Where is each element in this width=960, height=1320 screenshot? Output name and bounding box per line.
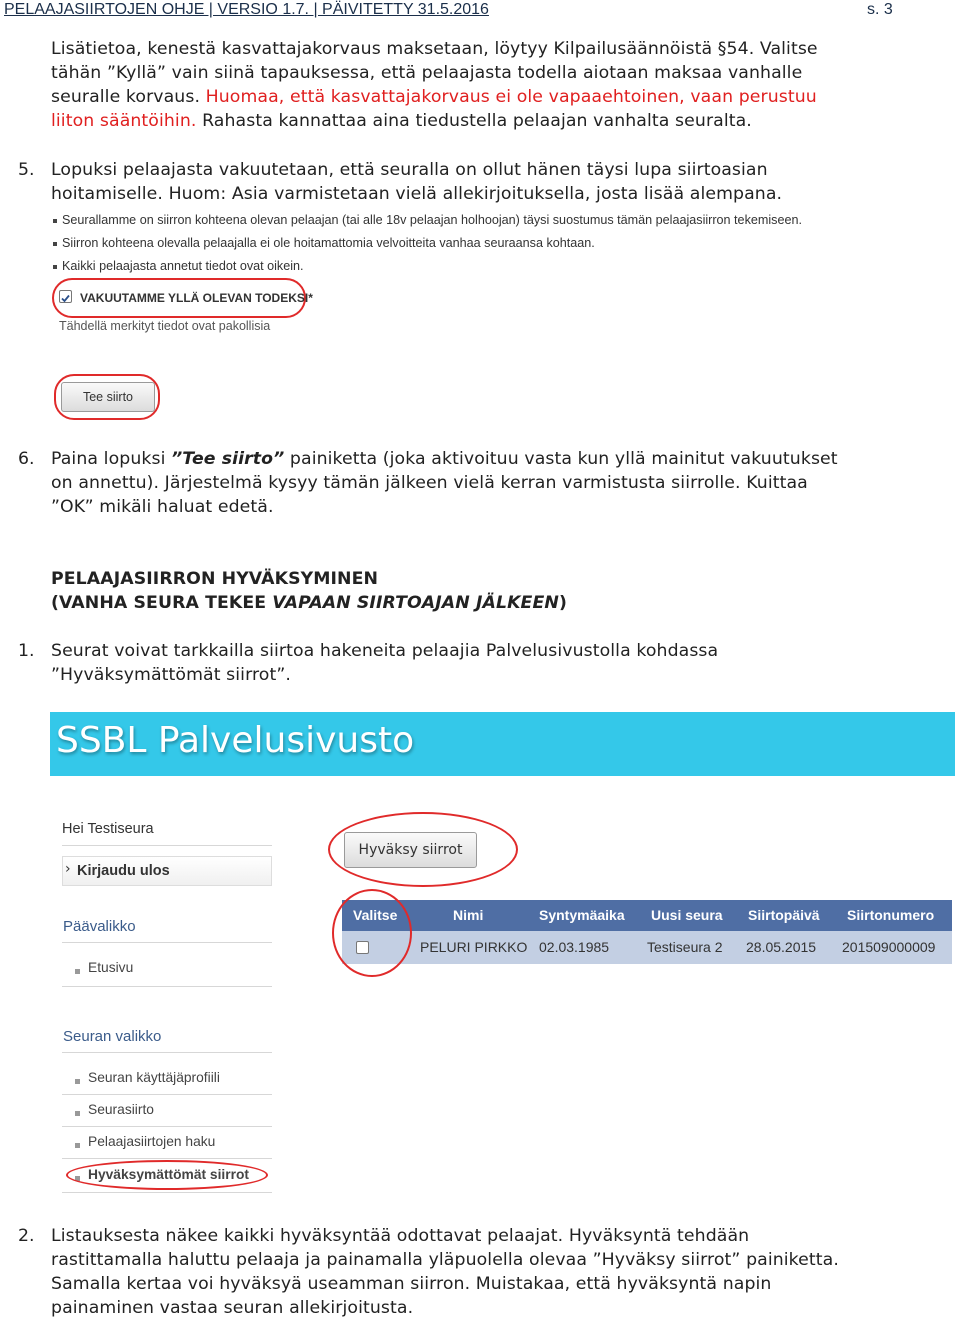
confirm-checkbox[interactable] (59, 290, 72, 303)
intro-line: tähän ”Kyllä” vain siinä tapauksessa, että pelaajasta todella aiotaan maksaa vanhalle (51, 63, 803, 83)
main-menu-title: Päävalikko (63, 918, 136, 935)
divider (62, 1192, 272, 1193)
table-cell: PELURI PIRKKO (420, 939, 528, 955)
logout-button[interactable] (62, 856, 272, 886)
table-cell: 02.03.1985 (539, 939, 610, 955)
column-header: Uusi seura (651, 907, 723, 923)
menu-item-transfer-search[interactable]: Pelaajasiirtojen haku (88, 1134, 216, 1149)
stepB1-line: Seurat voivat tarkkailla siirtoa hakeneita pelaajia Palvelusivustolla kohdassa (51, 641, 719, 661)
portal-banner (50, 712, 955, 776)
confirmation-bullet: Siirron kohteena olevalla pelaajalla ei ole hoitamattomia velvoitteita vanhaa seuraansa kohtaan. (62, 236, 595, 250)
greeting: Hei Testiseura (62, 821, 154, 837)
confirm-label: VAKUUTAMME YLLÄ OLEVAN TODEKSI* (80, 291, 313, 305)
table-cell: 28.05.2015 (746, 939, 817, 955)
column-header: Nimi (453, 907, 484, 923)
intro-text: Rahasta kannattaa aina tiedustella pelaajan vanhalta seuralta. (196, 111, 752, 131)
step6-text: painiketta (joka aktivoituu vasta kun yllä mainitut vakuutukset (284, 449, 838, 469)
highlight-oval (332, 889, 412, 977)
bullet-icon (75, 1111, 80, 1116)
menu-item-etusivu[interactable]: Etusivu (88, 960, 134, 975)
required-note: Tähdellä merkityt tiedot ovat pakollisia (59, 319, 271, 333)
stepB1-line: ”Hyväksymättömät siirrot”. (51, 665, 291, 685)
menu-item-club-transfer[interactable]: Seurasiirto (88, 1102, 154, 1117)
stepB2-paragraph (51, 1224, 931, 1320)
step6-paragraph (51, 447, 931, 519)
logout-label: Kirjaudu ulos (77, 863, 170, 879)
step6-line: ”OK” mikäli haluat edetä. (51, 497, 274, 517)
club-menu-title: Seuran valikko (63, 1028, 162, 1045)
intro-line (51, 109, 931, 133)
intro-warning: Huomaa, että kasvattajakorvaus ei ole vapaaehtoinen, vaan perustuu (205, 87, 817, 107)
step5-line: Lopuksi pelaajasta vakuutetaan, että seuralla on ollut hänen täysi lupa siirtoasian (51, 160, 768, 180)
checkmark-icon (60, 293, 71, 304)
table-cell: 201509000009 (842, 939, 936, 955)
step-number: 1. (18, 641, 35, 661)
step6-line (51, 447, 931, 471)
section-heading-line: PELAAJASIIRRON HYVÄKSYMINEN (51, 569, 379, 589)
intro-line: Lisätietoa, kenestä kasvattajakorvaus maksetaan, löytyy Kilpailusäännöistä §54. Valitse (51, 39, 818, 59)
section-heading-line (51, 591, 931, 615)
step6-line: on annettu). Järjestelmä kysyy tämän jälkeen vielä kerran varmistusta siirrolle. Kuittaa (51, 473, 808, 493)
step-number: 5. (18, 160, 35, 180)
step5-paragraph (51, 158, 931, 206)
divider (62, 986, 272, 987)
intro-text: seuralle korvaus. (51, 87, 206, 107)
table-cell: Testiseura 2 (647, 939, 723, 955)
divider (62, 1158, 272, 1159)
portal-title: SSBL Palvelusivusto (56, 720, 415, 761)
column-header: Siirtonumero (847, 907, 935, 923)
document-title: PELAAJASIIRTOJEN OHJE | VERSIO 1.7. | PÄIVITETTY 31.5.2016 (4, 1, 489, 18)
step6-text: Paina lopuksi (51, 449, 172, 469)
bullet-icon (75, 1079, 80, 1084)
menu-item-user-profile[interactable]: Seuran käyttäjäprofiili (88, 1070, 220, 1085)
menu-item-unapproved-transfers[interactable]: Hyväksymättömät siirrot (88, 1167, 250, 1182)
divider (62, 845, 272, 846)
bullet-icon (75, 969, 80, 974)
intro-warning: liiton sääntöihin. (51, 111, 197, 131)
page-number: s. 3 (867, 1, 893, 18)
divider (62, 1094, 272, 1095)
approve-transfers-button[interactable]: Hyväksy siirrot (344, 832, 477, 868)
confirmation-bullet: Kaikki pelaajasta annetut tiedot ovat oikein. (62, 259, 304, 273)
step-number: 6. (18, 449, 35, 469)
step6-button-ref: ”Tee siirto” (171, 449, 285, 469)
tee-siirto-button[interactable]: Tee siirto (61, 382, 155, 412)
chevron-right-icon: › (65, 861, 71, 877)
column-header: Siirtopäivä (748, 907, 820, 923)
stepB2-line: rastittamalla haluttu pelaaja ja painamalla yläpuolella olevaa ”Hyväksy siirrot” painiketta. (51, 1250, 839, 1270)
bullet-icon (75, 1143, 80, 1148)
step5-line: hoitamiselle. Huom: Asia varmistetaan vielä allekirjoituksella, josta lisää alempana. (51, 184, 783, 204)
heading-text: ) (558, 593, 567, 613)
step-number: 2. (18, 1226, 35, 1246)
column-header: Valitse (353, 907, 398, 923)
heading-italic: VAPAAN SIIRTOAJAN JÄLKEEN (272, 593, 559, 613)
stepB2-line: Samalla kertaa voi hyväksyä useamman siirron. Muistakaa, että hyväksyntä napin (51, 1274, 772, 1294)
stepB2-line: painaminen vastaa seuran allekirjoitusta. (51, 1298, 414, 1318)
heading-text: (VANHA SEURA TEKEE (51, 593, 273, 613)
table-header (342, 900, 952, 931)
intro-line (51, 85, 931, 109)
section-heading (51, 567, 931, 615)
divider (62, 942, 272, 943)
divider (62, 1126, 272, 1127)
table-row (342, 931, 952, 964)
stepB2-line: Listauksesta näkee kaikki hyväksyntää odottavat pelaajat. Hyväksyntä tehdään (51, 1226, 750, 1246)
column-header: Syntymäaika (539, 907, 625, 923)
confirmation-bullet: Seurallamme on siirron kohteena olevan pelaajan (tai alle 18v pelaajan holhoojan) täysi suostumus tämän pelaajasiirron tekemiseen. (62, 213, 802, 227)
stepB1-paragraph (51, 639, 931, 687)
intro-paragraph (51, 37, 931, 133)
highlight-oval (66, 1160, 268, 1190)
divider (62, 1052, 272, 1053)
